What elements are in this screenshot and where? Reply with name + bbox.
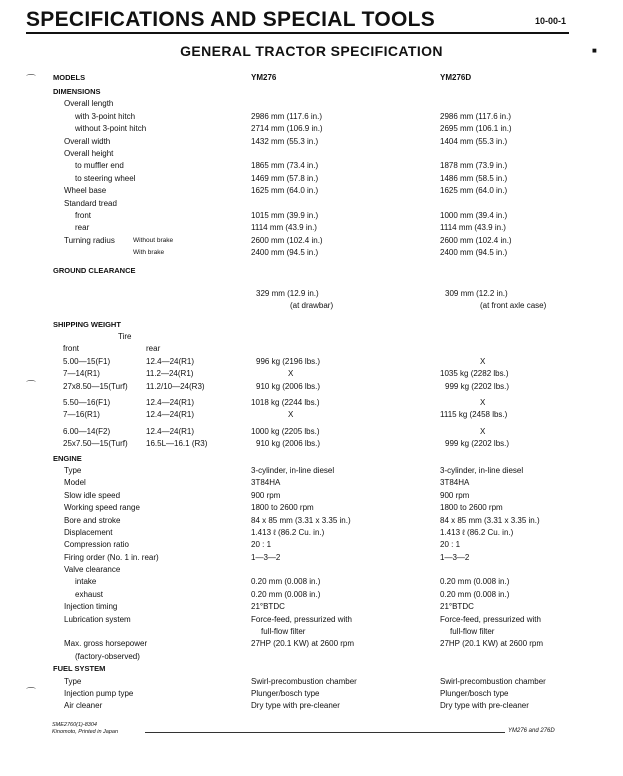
table-row — [0, 300, 623, 312]
section-subtitle: GENERAL TRACTOR SPECIFICATION — [180, 43, 443, 59]
row-label: Turning radius — [64, 235, 115, 245]
value-model1: 84 x 85 mm (3.31 x 3.35 in.) — [251, 515, 351, 525]
margin-mark: ⌒ — [26, 381, 36, 392]
value-model2: 1000 mm (39.4 in.) — [440, 210, 508, 220]
value-model2: 999 kg (2202 lbs.) — [445, 381, 510, 391]
footer-rule — [145, 732, 505, 733]
value-model2: 3T84HA — [440, 478, 470, 488]
table-row — [0, 356, 623, 368]
row-label: Overall width — [64, 136, 111, 146]
table-row — [0, 343, 623, 355]
bullet-mark: ■ — [592, 46, 597, 55]
value-model2: Dry type with pre-cleaner — [440, 701, 529, 711]
value-model2: 0.20 mm (0.008 in.) — [440, 589, 510, 599]
table-row — [0, 552, 623, 564]
brake-label: Without brake — [133, 236, 174, 244]
row-label: Max. gross horsepower — [64, 639, 148, 649]
value-model1: Swirl-precombustion chamber — [251, 676, 357, 686]
margin-mark: ⌒ — [26, 688, 36, 699]
row-label: Working speed range — [64, 503, 140, 513]
value-model1: 1865 mm (73.4 in.) — [251, 161, 319, 171]
value-model1: 2400 mm (94.5 in.) — [251, 248, 319, 258]
table-row — [0, 614, 623, 626]
section-heading: GROUND CLEARANCE — [53, 266, 136, 276]
value-model2: 1035 kg (2282 lbs.) — [440, 369, 509, 379]
value-model2: 900 rpm — [440, 490, 470, 500]
row-label: Lubrication system — [64, 614, 131, 624]
value-model2: Swirl-precombustion chamber — [440, 676, 546, 686]
value-model1: 2714 mm (106.9 in.) — [251, 124, 323, 134]
footer-left — [52, 722, 118, 736]
table-row — [0, 198, 623, 210]
table-row — [0, 638, 623, 650]
value-model2: X — [480, 397, 486, 407]
row-label: exhaust — [75, 589, 104, 599]
table-row — [0, 651, 623, 663]
value-model2: 1404 mm (55.3 in.) — [440, 136, 508, 146]
value-model1: 1800 to 2600 rpm — [251, 503, 314, 513]
table-row — [0, 185, 623, 197]
table-row — [0, 265, 623, 277]
value-model2: 21°BTDC — [440, 602, 474, 612]
models-label: MODELS — [53, 73, 86, 82]
tire-front: 5.50—16(F1) — [63, 397, 111, 407]
value-model1: 1.413 ℓ (86.2 Cu. in.) — [251, 527, 325, 537]
tire-rear: 12.4—24(R1) — [146, 426, 195, 436]
tire-rear: 16.5L—16.1 (R3) — [146, 439, 208, 449]
table-row — [0, 426, 623, 438]
footer-right: YM276 and 276D — [508, 728, 555, 734]
value-model2: 999 kg (2202 lbs.) — [445, 439, 510, 449]
table-row — [0, 235, 623, 247]
tire-front: 27x8.50—15(Turf) — [63, 381, 128, 391]
value-model1: 900 rpm — [251, 490, 281, 500]
value-model1: Plunger/bosch type — [251, 688, 320, 698]
value-model2: X — [480, 426, 486, 436]
table-row — [0, 319, 623, 331]
row-label: Overall length — [64, 99, 114, 109]
table-row — [0, 98, 623, 110]
row-label: Injection pump type — [64, 688, 134, 698]
value-model1: 910 kg (2006 lbs.) — [256, 439, 321, 449]
value-model2: 309 mm (12.2 in.) — [445, 288, 508, 298]
value-model1: 996 kg (2196 lbs.) — [256, 356, 321, 366]
value-model2: full-flow filter — [450, 627, 495, 637]
table-row — [0, 136, 623, 148]
value-model1: 2600 mm (102.4 in.) — [251, 235, 323, 245]
row-label: Injection timing — [64, 602, 118, 612]
value-model2: Force-feed, pressurized with — [440, 614, 541, 624]
value-model1: 2986 mm (117.6 in.) — [251, 111, 322, 121]
tire-rear: 12.4—24(R1) — [146, 410, 195, 420]
row-label: Valve clearance — [64, 565, 121, 575]
section-heading: DIMENSIONS — [53, 87, 101, 96]
table-row — [0, 381, 623, 393]
row-label: to muffler end — [75, 161, 124, 171]
brake-label: With brake — [133, 249, 165, 257]
row-label: (factory-observed) — [75, 651, 140, 661]
table-row — [0, 331, 623, 343]
value-model1: 1432 mm (55.3 in.) — [251, 136, 319, 146]
table-row — [0, 589, 623, 601]
table-row — [0, 288, 623, 300]
table-row — [0, 515, 623, 527]
tire-rear: 11.2/10—24(R3) — [146, 381, 205, 391]
tire-front: 7—14(R1) — [63, 369, 100, 379]
row-label: Type — [64, 465, 82, 475]
tire-rear: 11.2—24(R1) — [146, 369, 194, 379]
table-row — [0, 148, 623, 160]
section-heading: ENGINE — [53, 453, 82, 463]
table-row — [0, 700, 623, 712]
value-model1: 1015 mm (39.9 in.) — [251, 210, 319, 220]
value-model2: 1.413 ℓ (86.2 Cu. in.) — [440, 527, 514, 537]
table-row — [0, 368, 623, 380]
tire-rear-header: rear — [146, 344, 161, 354]
spec-table — [0, 86, 623, 713]
value-model2: 0.20 mm (0.008 in.) — [440, 577, 510, 587]
row-label: Type — [64, 676, 82, 686]
table-row — [0, 111, 623, 123]
value-model2: 3-cylinder, in-line diesel — [440, 465, 524, 475]
tire-front-header: front — [63, 344, 80, 354]
value-model2: 84 x 85 mm (3.31 x 3.35 in.) — [440, 515, 540, 525]
value-model2: 2400 mm (94.5 in.) — [440, 248, 508, 258]
value-model1: X — [288, 410, 294, 420]
row-label: Wheel base — [64, 186, 107, 196]
value-model2: Plunger/bosch type — [440, 688, 509, 698]
table-row — [0, 409, 623, 421]
tire-front: 5.00—15(F1) — [63, 356, 111, 366]
row-label: Air cleaner — [64, 701, 103, 711]
table-row — [0, 477, 623, 489]
value-model2: 2695 mm (106.1 in.) — [440, 124, 512, 134]
model2-header: YM276D — [440, 73, 472, 82]
row-label: to steering wheel — [75, 173, 136, 183]
table-row — [0, 688, 623, 700]
value-model1: 3T84HA — [251, 478, 281, 488]
table-row — [0, 222, 623, 234]
value-model2: 1—3—2 — [440, 552, 470, 562]
tire-front: 6.00—14(F2) — [63, 426, 111, 436]
section-heading: SHIPPING WEIGHT — [53, 319, 121, 329]
tire-front: 7—16(R1) — [63, 410, 100, 420]
value-model2: 2986 mm (117.6 in.) — [440, 111, 511, 121]
margin-mark: ⌒ — [26, 75, 36, 86]
value-model1: 0.20 mm (0.008 in.) — [251, 577, 321, 587]
table-row — [0, 278, 623, 288]
row-label: Firing order (No. 1 in. rear) — [64, 552, 159, 562]
table-row — [0, 123, 623, 135]
row-label: intake — [75, 577, 97, 587]
value-model1: full-flow filter — [261, 627, 306, 637]
value-model2: 1486 mm (58.5 in.) — [440, 173, 508, 183]
table-row — [0, 465, 623, 477]
row-label: Standard tread — [64, 198, 117, 208]
table-row — [0, 539, 623, 551]
value-model2: 1115 kg (2458 lbs.) — [440, 410, 508, 420]
row-label: Bore and stroke — [64, 515, 121, 525]
value-model1: 1469 mm (57.8 in.) — [251, 173, 319, 183]
table-row — [0, 490, 623, 502]
value-model2: 20 : 1 — [440, 540, 461, 550]
table-row — [0, 626, 623, 638]
row-label: Displacement — [64, 527, 113, 537]
value-model2: 1625 mm (64.0 in.) — [440, 186, 508, 196]
table-row — [0, 160, 623, 172]
table-row — [0, 564, 623, 576]
value-model1: Force-feed, pressurized with — [251, 614, 352, 624]
table-row — [0, 527, 623, 539]
table-row — [0, 86, 623, 98]
value-model1: 0.20 mm (0.008 in.) — [251, 589, 321, 599]
table-row — [0, 173, 623, 185]
row-label: with 3-point hitch — [75, 111, 136, 121]
value-note: (at front axle case) — [480, 301, 547, 311]
row-label: front — [75, 210, 92, 220]
value-model2: 1800 to 2600 rpm — [440, 503, 503, 513]
model1-header: YM276 — [251, 73, 277, 82]
table-row — [0, 453, 623, 465]
row-label: without 3-point hitch — [75, 124, 147, 134]
tire-rear: 12.4—24(R1) — [146, 356, 195, 366]
value-model1: 1—3—2 — [251, 552, 281, 562]
section-heading: FUEL SYSTEM — [53, 664, 106, 674]
value-model1: 910 kg (2006 lbs.) — [256, 381, 321, 391]
table-row — [0, 210, 623, 222]
footer-code: SME2760(1)-8304 — [52, 722, 97, 728]
table-row — [0, 397, 623, 409]
page-number: 10-00-1 — [535, 16, 567, 26]
row-label: Model — [64, 478, 86, 488]
row-label: Slow idle speed — [64, 490, 121, 500]
table-row — [0, 438, 623, 450]
row-label: rear — [75, 223, 90, 233]
table-row — [0, 676, 623, 688]
table-row — [0, 663, 623, 675]
tire-label: Tire — [118, 332, 132, 342]
value-model2: 27HP (20.1 KW) at 2600 rpm — [440, 639, 544, 649]
footer-printed: Kinomoto, Printed in Japan — [52, 729, 119, 735]
tire-rear: 12.4—24(R1) — [146, 397, 195, 407]
page-title: SPECIFICATIONS AND SPECIAL TOOLS — [26, 8, 436, 31]
value-model1: 3-cylinder, in-line diesel — [251, 465, 335, 475]
title-rule — [26, 32, 569, 34]
value-note: (at drawbar) — [290, 301, 334, 311]
value-model2: 1878 mm (73.9 in.) — [440, 161, 508, 171]
table-row — [0, 502, 623, 514]
value-model1: 1625 mm (64.0 in.) — [251, 186, 319, 196]
table-row — [0, 576, 623, 588]
value-model1: 1000 kg (2205 lbs.) — [251, 426, 320, 436]
value-model1: 1114 mm (43.9 in.) — [251, 223, 317, 233]
row-label: Compression ratio — [64, 540, 129, 550]
table-row — [0, 601, 623, 613]
value-model1: X — [288, 369, 294, 379]
value-model2: 2600 mm (102.4 in.) — [440, 235, 512, 245]
value-model2: 1114 mm (43.9 in.) — [440, 223, 506, 233]
value-model1: Dry type with pre-cleaner — [251, 701, 340, 711]
value-model2: X — [480, 356, 486, 366]
value-model1: 20 : 1 — [251, 540, 272, 550]
value-model1: 21°BTDC — [251, 602, 285, 612]
value-model1: 329 mm (12.9 in.) — [256, 288, 319, 298]
value-model1: 27HP (20.1 KW) at 2600 rpm — [251, 639, 355, 649]
table-row — [0, 247, 623, 259]
tire-front: 25x7.50—15(Turf) — [63, 439, 128, 449]
row-label: Overall height — [64, 148, 114, 158]
value-model1: 1018 kg (2244 lbs.) — [251, 397, 320, 407]
